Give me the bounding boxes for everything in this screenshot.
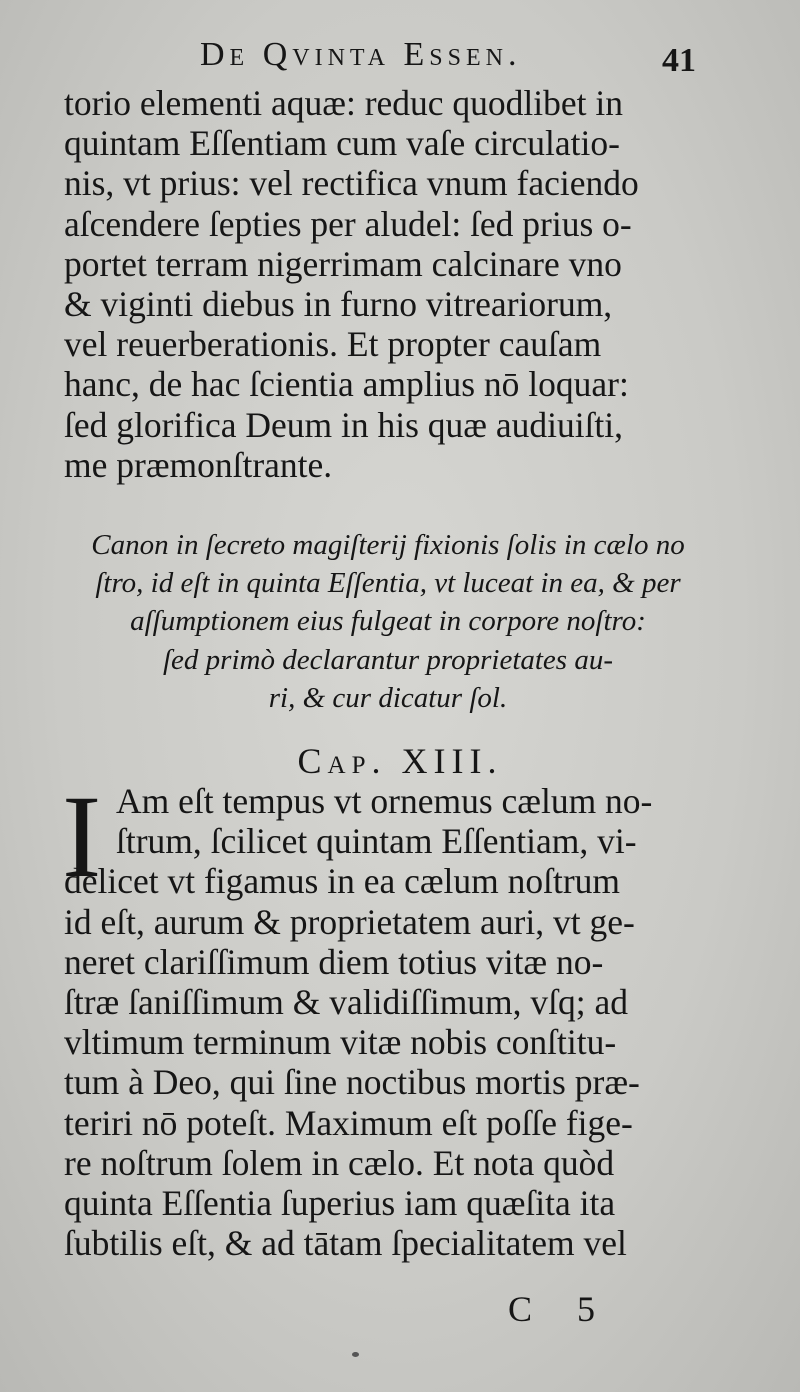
- paragraph-continued: [64, 83, 712, 485]
- text-line: aſcendere ſepties per aludel: ſed prius o-: [64, 203, 632, 244]
- chapter-number: Cap. XIII.: [297, 741, 503, 781]
- chapter-heading-italic: [64, 526, 712, 717]
- text-line: quinta Eſſentia ſuperius iam quæſita ita: [64, 1183, 616, 1224]
- text-line: id eſt, aurum & proprietatem auri, vt ge-: [64, 901, 635, 942]
- text-line: neret clariſſimum diem totius vitæ no-: [64, 941, 604, 982]
- text-line: Am eſt tempus vt ornemus cælum no-: [116, 781, 653, 821]
- text-line: re noſtrum ſolem in cælo. Et nota quòd: [64, 1142, 615, 1183]
- page-number: 41: [662, 42, 696, 79]
- chapter-paragraph: [62, 771, 712, 1264]
- text-line: & viginti diebus in furno vitreariorum,: [64, 284, 613, 325]
- text-line: ſtrum, ſcilicet quintam Eſſentiam, vi-: [116, 821, 637, 862]
- heading-line: ſed primò declarantur proprietates au-: [163, 643, 613, 676]
- text-line: quintam Eſſentiam cum vaſe circulatio-: [64, 123, 620, 164]
- signature-mark: C 5: [508, 1289, 614, 1329]
- text-line: vltimum terminum vitæ nobis conſtitu-: [64, 1022, 617, 1063]
- heading-line: Canon in ſecreto magiſterij fixionis ſolis in cælo no: [91, 529, 685, 561]
- text-line: hanc, de hac ſcientia amplius nō loquar:: [64, 364, 629, 405]
- running-title: De Qvinta Essen.: [200, 36, 522, 73]
- running-head: [0, 32, 800, 82]
- ink-spot: [352, 1352, 359, 1357]
- text-line: vel reuerberationis. Et propter cauſam: [64, 324, 602, 365]
- text-line: portet terram nigerrimam calcinare vno: [64, 243, 622, 284]
- text-line: me præmonſtrante.: [64, 444, 333, 485]
- heading-line: aſſumptionem eius fulgeat in corpore noſtro:: [130, 605, 646, 638]
- text-line: tum à Deo, qui ſine noctibus mortis præ-: [64, 1062, 640, 1103]
- text-line: ſtræ ſaniſſimum & validiſſimum, vſq; ad: [64, 982, 629, 1023]
- heading-line: ri, & cur dicatur ſol.: [268, 681, 508, 714]
- text-line: ſed glorifica Deum in his quæ audiuiſti,: [64, 404, 624, 445]
- heading-line: ſtro, id eſt in quinta Eſſentia, vt luceat in ea, & per: [95, 567, 681, 600]
- text-line: nis, vt prius: vel rectifica vnum faciendo: [64, 163, 639, 204]
- text-line: ſubtilis eſt, & ad tātam ſpecialitatem vel: [64, 1223, 627, 1264]
- text-line: delicet vt figamus in ea cælum noſtrum: [64, 861, 621, 902]
- text-line: teriri nō poteſt. Maximum eſt poſſe fige-: [64, 1102, 633, 1143]
- drop-cap-initial: I: [62, 771, 102, 902]
- text-line: torio elementi aquæ: reduc quodlibet in: [64, 83, 623, 123]
